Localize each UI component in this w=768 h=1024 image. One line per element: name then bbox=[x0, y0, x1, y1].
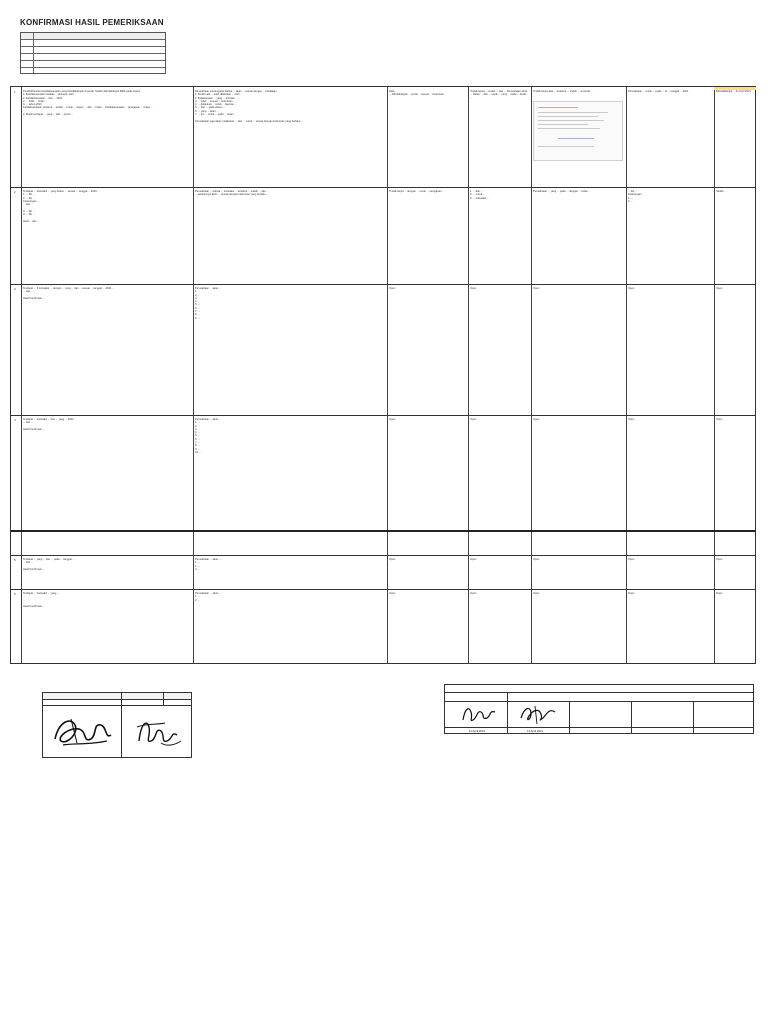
signature-block-right bbox=[444, 684, 754, 734]
status-text: Open bbox=[533, 418, 540, 421]
row-number: 2 bbox=[14, 190, 16, 194]
signature-image bbox=[131, 713, 187, 751]
plan-text: Open bbox=[628, 558, 635, 561]
data-text: Open bbox=[389, 287, 396, 290]
findings-table bbox=[10, 86, 756, 664]
followup-text: Open bbox=[470, 418, 477, 421]
row-number: 4 bbox=[14, 418, 16, 422]
plan-text: Open bbox=[628, 592, 635, 595]
data-text: Open bbox=[389, 592, 396, 595]
status-text: Tindak lanjut atas ... tersebut ... sudah ... di portal ... bbox=[533, 90, 593, 93]
status-note: Open bbox=[716, 418, 723, 421]
signature-block-left bbox=[42, 692, 192, 758]
data-text: Data ... ditindaklanjuti ... portal ... sesuai ... ketentuan ... bbox=[389, 90, 447, 97]
data-text: Open bbox=[389, 418, 396, 421]
status-note: Open bbox=[716, 558, 723, 561]
finding-text: Terdapat ... transaksi ... yang belum ... sesuai ... tanggal ... 2020 ... 1. ... Rp ... 2. ... Rp ... Keterangan ... ... dan ... 3. ... Rp ... 4. ... Rp ... Hasil ... dan ... bbox=[23, 190, 100, 223]
status-note: Ditindaklanjuti ... 21 April 2021 bbox=[716, 90, 751, 93]
status-text: Open bbox=[533, 592, 540, 595]
followup-text: Tindak lanjut ... sudah ... dan ... Perusahaan akan ... dalam ... dan ... untuk ... yang ... pada ... bulan ... bbox=[470, 90, 528, 100]
data-text: Open bbox=[389, 558, 396, 561]
status-note: Sudah ... bbox=[716, 190, 727, 193]
followup-text: Open bbox=[470, 558, 477, 561]
finding-text: Pendistribusian Ketidaksesuaian yang Ditindaklanjuti di portal. Sudah ditindaklanjuti MRS pada sistem 1. Ketidaksesuaian kualitas ... direspon oleh ... 2. Ketidaksesuaian ... dan ... 2021 3. ... 2021 ... bulan ... 4. ... tahun 2021 Ketidaksesuaian tersebut ... terkait ... untuk ... sistem ... dan ... bulan ... Ketidaksesuaian ... pengajuan ... bulan ... 2. Masih terdapat ... yang ... dari ... portal ... bbox=[23, 90, 153, 117]
plan-text: Open bbox=[628, 287, 635, 290]
followup-text: Open bbox=[470, 592, 477, 595]
status-note: Open bbox=[716, 592, 723, 595]
document-title: KONFIRMASI HASIL PEMERIKSAAN bbox=[20, 18, 164, 27]
row-number: 6 bbox=[14, 592, 16, 596]
finding-text: Terdapat ... transaksi ... dan ... yang ... 2020 ... ... dan ... Hasil Konfirmasi ... bbox=[23, 418, 77, 431]
row-number: 5 bbox=[14, 558, 16, 562]
status-note: Open bbox=[716, 287, 723, 290]
header-info-box bbox=[20, 32, 166, 74]
response-text: Perusahaan ... akan ... 1. ... 2. ... 3. ... 4. ... 5. ... 6. ... 7. ... 8. ... 9. ... bbox=[195, 287, 222, 320]
data-text: Tindak lanjut ... dengan ... untuk ... pengajuan ... bbox=[389, 190, 445, 193]
signature-date: 11 April 2021 bbox=[469, 729, 486, 733]
followup-text: 1. ... dan ... 2. ... untuk ... 3. ... transaksi ... bbox=[470, 190, 490, 200]
row-number: 3 bbox=[14, 287, 16, 291]
signature-image bbox=[49, 709, 117, 753]
plan-text: Perusahaan ... untuk ... pada ... di ... tanggal ... 2021 bbox=[628, 90, 689, 93]
response-text: Perusahaan ... akan ... 1. ... 2. ... 3. ... 4. ... 5. ... 6. ... 7. ... 8. ... 9. ... 10. ... bbox=[195, 418, 222, 454]
response-text: Perusahaan ... akan ... 1. ... 2. ... bbox=[195, 592, 222, 602]
finding-text: Terdapat ... transaksi ... yang ... ... ... ... Hasil Konfirmasi ... bbox=[23, 592, 60, 609]
status-text: Open bbox=[533, 558, 540, 561]
status-text: Open bbox=[533, 287, 540, 290]
finding-text: Terdapat ... yang ... dan ... pada ... tanggal ... ... dan ... Hasil Konfirmasi ... bbox=[23, 558, 75, 571]
plan-text: Open bbox=[628, 418, 635, 421]
row-number: 1 bbox=[14, 90, 16, 94]
followup-text: Open bbox=[470, 287, 477, 290]
plan-text: ... Rp ... Keterangan ... 1. ... 2. ... bbox=[628, 190, 645, 203]
response-text: Perusahaan ... bahwa ... transaksi ... tersebut ... sudah ... dan ... ... selanjutnya akan ... sesuai dengan ketentuan yang berlaku ... bbox=[195, 190, 269, 197]
finding-text: Terdapat ... 6 transaksi ... dengan ... yang ... dan ... sesuai ... tanggal ... 2020 ... ... dan ... Hasil Konfirmasi ... bbox=[23, 287, 115, 300]
response-text: Perusahaan menanggapi bahwa ... akan ... sesuai dengan ... kebijakan ... 1. Konfirmasi ... telah dilakukan ... oleh ... 2. Pelaksanaan ... yang ... di bulan ... 3. ... telah ... sesuai ... ketentuan ... 4. ... dilakukan ... untuk ... laporan ... 5. ... dan ... pada sistem ... 6. ... yang ... akan ... 7. ... tim ... untuk ... pada ... bulan ... Perusahaan juga akan melakukan ... dan ... untuk ... sesuai dengan ketentuan yang berlaku ... bbox=[195, 90, 304, 123]
evidence-screenshot bbox=[533, 101, 623, 161]
response-text: Perusahaan ... akan ... 1. ... 2. ... 3. ... bbox=[195, 558, 222, 571]
signature-image bbox=[517, 702, 561, 726]
status-text: Perusahaan ... yang ... pada ... dengan ... bulan ... bbox=[533, 190, 591, 193]
signature-image bbox=[459, 702, 499, 726]
signature-date: 11 April 2021 bbox=[527, 729, 544, 733]
